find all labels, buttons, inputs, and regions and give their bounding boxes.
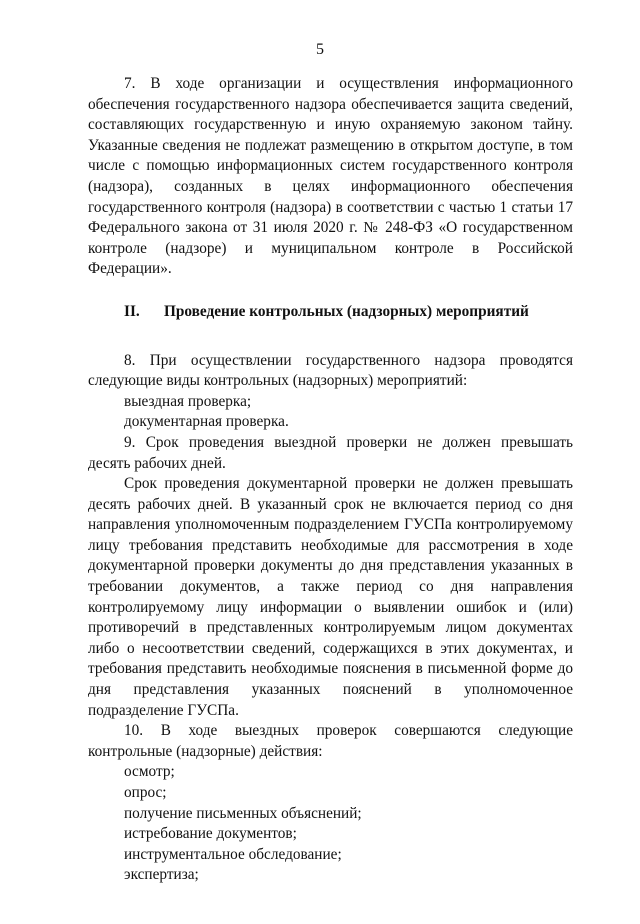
paragraph-9: 9. Срок проведения выездной проверки не должен превышать десять рабочих дней.	[88, 433, 573, 472]
section-number: II.	[124, 302, 140, 320]
section-title: Проведение контрольных (надзорных) мероприятий	[164, 302, 529, 320]
list-item: экспертиза;	[124, 866, 199, 884]
list-item: документарная проверка.	[124, 413, 289, 431]
document-body	[88, 74, 573, 886]
list-item: осмотр;	[124, 763, 175, 781]
list-item: опрос;	[124, 784, 167, 801]
paragraph-10: 10. В ходе выездных проверок совершаются следующие контрольные (надзорные) действия:	[88, 722, 573, 760]
list-item: получение письменных объяснений;	[124, 804, 362, 822]
paragraph-9-continued: Срок проведения документарной проверки не должен превышать десять рабочих дней. В указанный срок не включается период со дня направления уполномоченным подразделением ГУСПа контролируемому лицу требования представить необходимые для рассмотрения в ходе документарной проверки документы до дня представления указанных в требовании документов, а также период со дня направления контролируемому лицу информации о выявлении ошибок и (или) противоречий в представленных контролируемым лицом документах либо о несоответствии сведений, содержащихся в этих документах, и требования представить необходимые пояснения в письменной форме до дня представления указанных пояснений в уполномоченное подразделение ГУСПа.	[88, 475, 573, 719]
section-heading	[88, 302, 573, 323]
list-item: истребование документов;	[124, 825, 297, 843]
paragraph-7: 7. В ходе организации и осуществления информационного обеспечения государственного надзора обеспечивается защита сведений, составляющих государственную и иную охраняемую законом тайну. Указанные сведения не подлежат размещению в открытом доступе, в том числе с помощью информационных систем государственного контроля (надзора), созданных в целях информационного обеспечения государственного контроля (надзора) в соответствии с частью 1 статьи 17 Федерального закона от 31 июля 2020 г. № 248-ФЗ «О государственном контроле (надзоре) и муниципальном контроле в Российской Федерации».	[88, 75, 573, 278]
list-item: выездная проверка;	[124, 392, 252, 410]
page-number: 5	[316, 41, 324, 58]
list-item: инструментальное обследование;	[124, 845, 342, 863]
paragraph-8: 8. При осуществлении государственного надзора проводятся следующие виды контрольных (надзорных) мероприятий:	[88, 351, 573, 390]
